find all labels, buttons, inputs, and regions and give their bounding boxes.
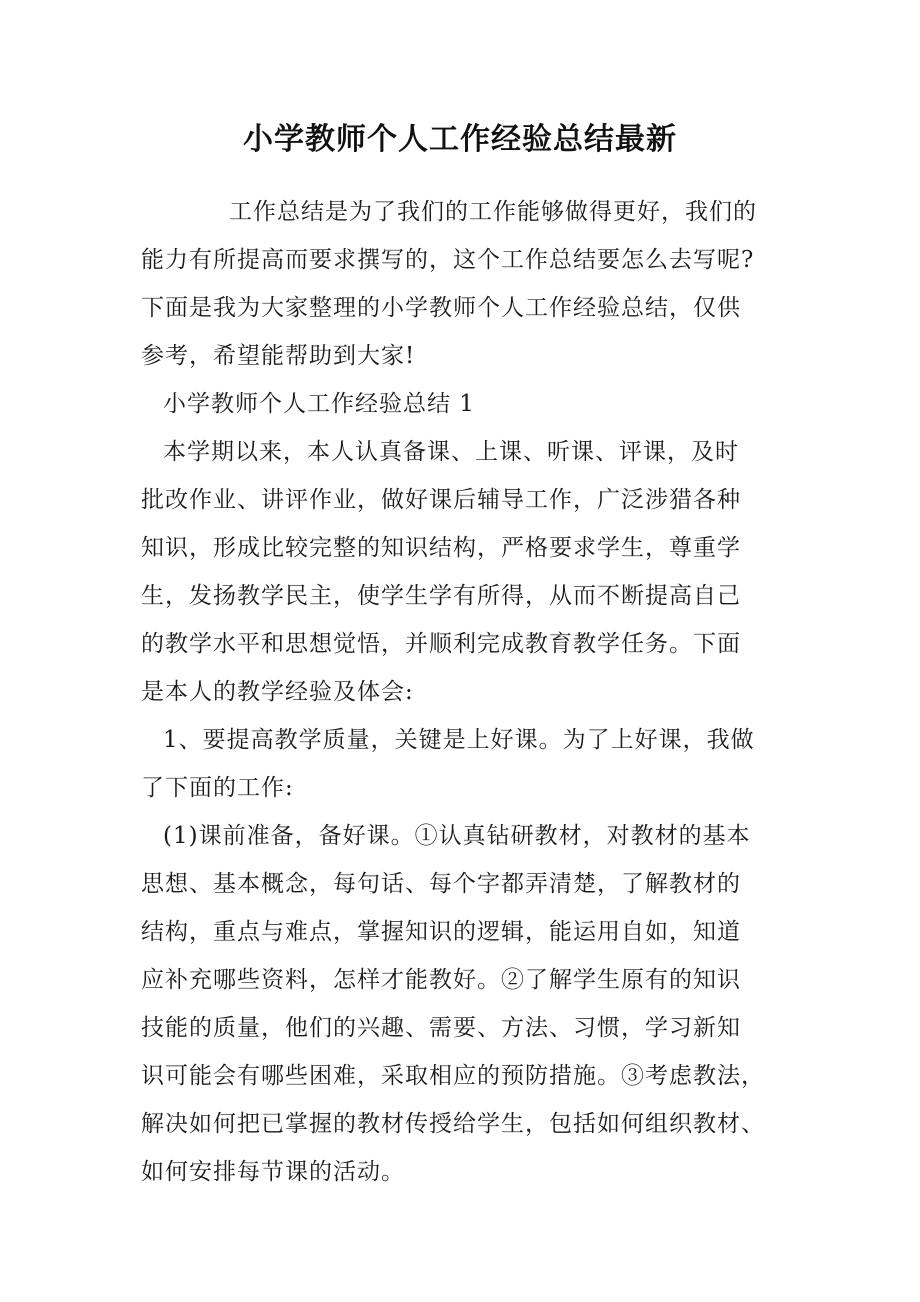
document-body xyxy=(141,188,781,1196)
paragraph-line: 解决如何把已掌握的教材传授给学生，包括如何组织教材、 xyxy=(141,1111,765,1137)
paragraph-line: 技能的质量，他们的兴趣、需要、方法、习惯，学习新知 xyxy=(141,1015,741,1041)
paragraph-line: 本学期以来，本人认真备课、上课、听课、评课，及时 xyxy=(163,439,739,465)
document-title: 小学教师个人工作经验总结最新 xyxy=(243,122,677,157)
paragraph-line: 能力有所提高而要求撰写的，这个工作总结要怎么去写呢? xyxy=(141,247,755,273)
paragraph-line: 思想、基本概念，每句话、每个字都弄清楚，了解教材的 xyxy=(141,871,741,897)
paragraph-line: 如何安排每节课的活动。 xyxy=(141,1159,405,1185)
section-heading: 小学教师个人工作经验总结 1 xyxy=(163,391,475,417)
paragraph-line: 结构，重点与难点，掌握知识的逻辑，能运用自如，知道 xyxy=(141,919,741,945)
paragraph-line: 应补充哪些资料，怎样才能教好。②了解学生原有的知识 xyxy=(141,967,741,993)
paragraph-line: 参考，希望能帮助到大家! xyxy=(141,343,416,369)
paragraph-line: 的教学水平和思想觉悟，并顺利完成教育教学任务。下面 xyxy=(141,631,741,657)
paragraph-line: 知识，形成比较完整的知识结构，严格要求学生，尊重学 xyxy=(141,535,741,561)
paragraph-line: 是本人的教学经验及体会: xyxy=(141,679,414,705)
paragraph-line: 工作总结是为了我们的工作能够做得更好，我们的 xyxy=(229,199,757,225)
paragraph-line: 了下面的工作: xyxy=(141,775,294,801)
paragraph-line: 识可能会有哪些困难，采取相应的预防措施。③考虑教法， xyxy=(141,1063,765,1089)
paragraph-line: 下面是我为大家整理的小学教师个人工作经验总结，仅供 xyxy=(141,295,741,321)
paragraph-line: 1、要提高教学质量，关键是上好课。为了上好课，我做 xyxy=(163,727,755,753)
paragraph-line: 生，发扬教学民主，使学生学有所得，从而不断提高自己 xyxy=(141,583,741,609)
paragraph-line: (1)课前准备，备好课。①认真钻研教材，对教材的基本 xyxy=(163,823,751,849)
paragraph-line: 批改作业、讲评作业，做好课后辅导工作，广泛涉猎各种 xyxy=(141,487,741,513)
